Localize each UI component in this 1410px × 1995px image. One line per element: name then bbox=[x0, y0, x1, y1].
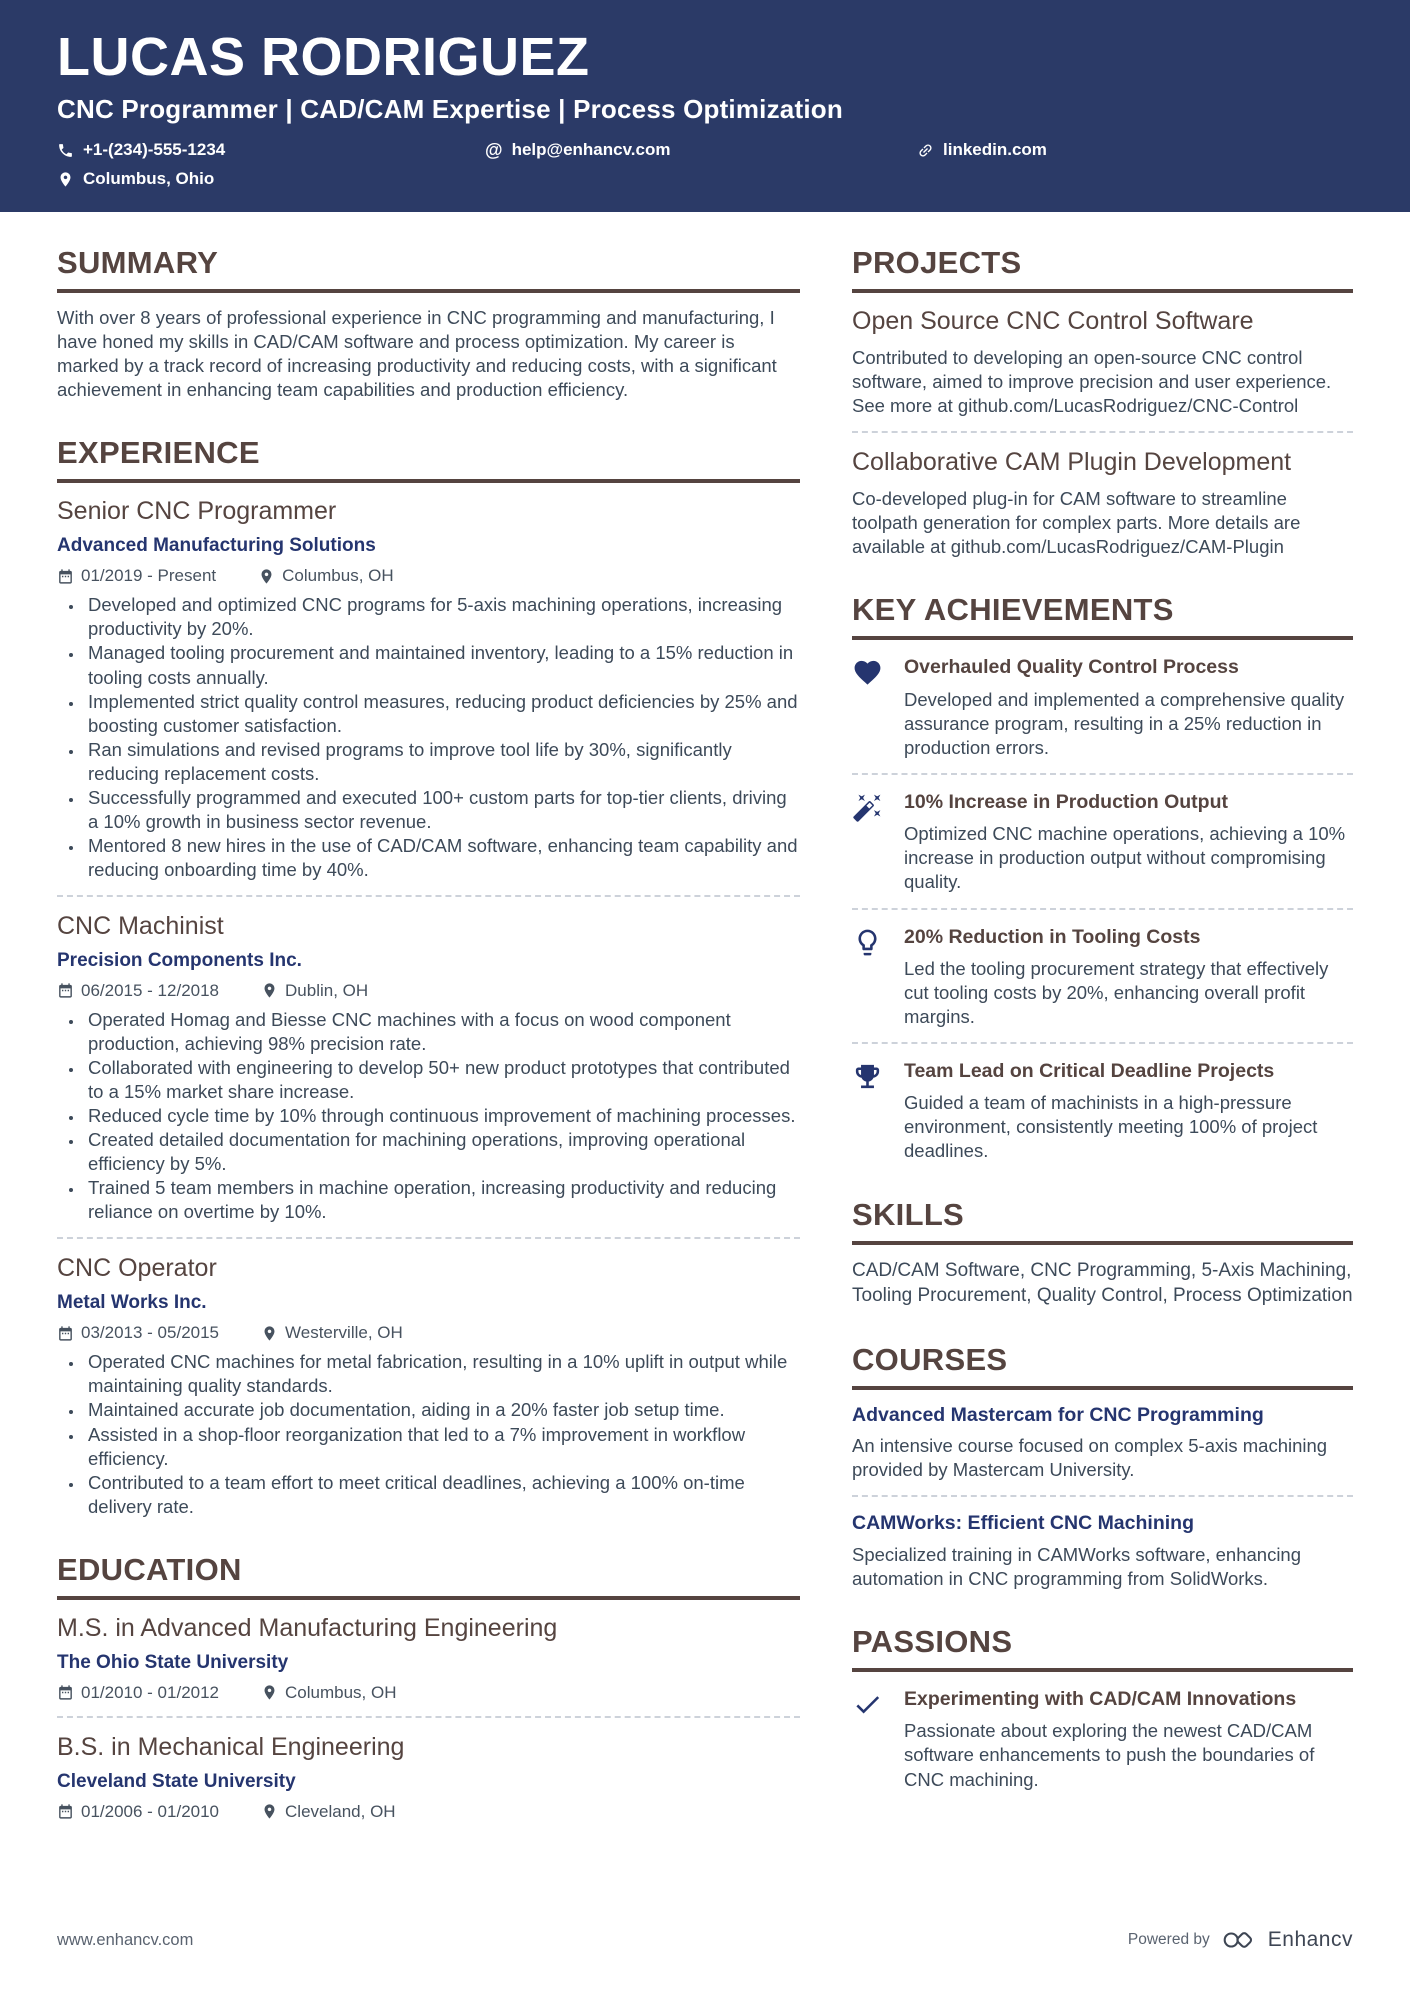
achievement-entry bbox=[852, 1059, 1353, 1164]
course-entry bbox=[852, 1403, 1353, 1482]
section-courses bbox=[852, 1343, 1353, 1591]
job-meta bbox=[57, 1323, 800, 1343]
achievement-title: Team Lead on Critical Deadline Projects bbox=[904, 1060, 1275, 1083]
education-entry bbox=[57, 1613, 800, 1703]
lightbulb-icon bbox=[852, 925, 904, 1030]
achievement-title: 10% Increase in Production Output bbox=[904, 790, 1228, 813]
education-dates bbox=[57, 1683, 219, 1703]
education-location bbox=[261, 1802, 396, 1822]
skills-list: CAD/CAM Software, CNC Programming, 5-Axis Machining, Tooling Procurement, Quality Control, Process Optimization bbox=[852, 1259, 1353, 1307]
location-pin-icon bbox=[261, 1803, 278, 1820]
achievement-entry bbox=[852, 790, 1353, 895]
project-description: Co-developed plug-in for CAM software to streamline toolpath generation for complex parts. More details are available at github.com/LucasRodriguez/CAM-Plugin bbox=[852, 488, 1301, 558]
bullet-item: • Successfully programmed and executed 100+ custom parts for top-tier clients, driving a 10% growth in business sector revenue. bbox=[84, 786, 800, 834]
company-name: Metal Works Inc. bbox=[57, 1292, 207, 1314]
bullet-item: • Operated CNC machines for metal fabrication, resulting in a 10% uplift in output while maintaining quality standards. bbox=[84, 1350, 800, 1398]
bullet-item: • Reduced cycle time by 10% through continuous improvement of machining processes. bbox=[84, 1104, 800, 1128]
bullet-item: • Operated Homag and Biesse CNC machines with a focus on wood component production, achieving 98% precision rate. bbox=[84, 1008, 800, 1056]
education-location bbox=[261, 1683, 396, 1703]
education-dates bbox=[57, 1802, 219, 1822]
bullet-item: • Maintained accurate job documentation, aiding in a 20% faster job setup time. bbox=[84, 1398, 800, 1422]
section-skills bbox=[852, 1198, 1353, 1309]
project-title: Collaborative CAM Plugin Development bbox=[852, 448, 1292, 477]
location-pin-icon bbox=[261, 1684, 278, 1701]
achievement-entry bbox=[852, 925, 1353, 1030]
enhancv-logo-icon bbox=[1222, 1927, 1256, 1953]
job-dates-value: 03/2013 - 05/2015 bbox=[81, 1323, 220, 1343]
job-meta bbox=[57, 566, 800, 586]
location bbox=[57, 169, 485, 189]
calendar-icon bbox=[57, 1325, 74, 1342]
dashed-divider bbox=[852, 431, 1353, 433]
calendar-icon bbox=[57, 982, 74, 999]
job-title: Senior CNC Programmer bbox=[57, 497, 337, 526]
course-entry bbox=[852, 1511, 1353, 1590]
dashed-divider bbox=[852, 773, 1353, 775]
course-title: CAMWorks: Efficient CNC Machining bbox=[852, 1512, 1194, 1535]
bullet-item: • Ran simulations and revised programs to improve tool life by 30%, significantly reducing replacement costs. bbox=[84, 738, 800, 786]
achievement-description: Optimized CNC machine operations, achieving a 10% increase in production output without compromising quality. bbox=[904, 823, 1346, 893]
heart-icon bbox=[852, 655, 904, 760]
job-location bbox=[258, 566, 393, 586]
project-entry bbox=[852, 306, 1353, 418]
left-column bbox=[57, 212, 800, 1822]
passion-entry bbox=[852, 1687, 1353, 1792]
location-pin-icon bbox=[261, 1325, 278, 1342]
job-bullets bbox=[57, 1350, 800, 1518]
company-name: Advanced Manufacturing Solutions bbox=[57, 535, 376, 557]
job-location-value: Dublin, OH bbox=[285, 980, 369, 1000]
phone bbox=[57, 140, 485, 160]
education-dates-value: 01/2010 - 01/2012 bbox=[81, 1682, 220, 1702]
passions-heading: PASSIONS bbox=[852, 1625, 1353, 1672]
location-pin-icon bbox=[261, 982, 278, 999]
education-heading: EDUCATION bbox=[57, 1553, 800, 1600]
check-icon bbox=[852, 1687, 904, 1792]
course-title: Advanced Mastercam for CNC Programming bbox=[852, 1404, 1264, 1426]
job-bullets bbox=[57, 593, 800, 882]
linkedin-link[interactable] bbox=[917, 140, 1353, 160]
bullet-item: • Contributed to a team effort to meet critical deadlines, achieving a 100% on-time delivery rate. bbox=[84, 1471, 800, 1519]
passion-title: Experimenting with CAD/CAM Innovations bbox=[904, 1688, 1297, 1711]
job-bullets bbox=[57, 1008, 800, 1224]
job-location bbox=[261, 981, 368, 1001]
dashed-divider bbox=[852, 1495, 1353, 1497]
school-name: The Ohio State University bbox=[57, 1651, 289, 1673]
experience-entry bbox=[57, 1253, 800, 1518]
location-pin-icon bbox=[57, 171, 74, 188]
at-icon: @ bbox=[485, 140, 503, 160]
dashed-divider bbox=[57, 1237, 800, 1239]
calendar-icon bbox=[57, 1684, 74, 1701]
location-pin-icon bbox=[258, 568, 275, 585]
section-projects bbox=[852, 246, 1353, 559]
job-title: CNC Operator bbox=[57, 1254, 217, 1283]
bullet-item: • Created detailed documentation for machining operations, improving operational efficiency by 5%. bbox=[84, 1128, 800, 1176]
phone-icon bbox=[57, 142, 74, 159]
job-meta bbox=[57, 981, 800, 1001]
dashed-divider bbox=[57, 895, 800, 897]
powered-by bbox=[1128, 1927, 1353, 1953]
bullet-item: • Collaborated with engineering to develop 50+ new product prototypes that contributed to a 15% market share increase. bbox=[84, 1056, 800, 1104]
job-dates-value: 06/2015 - 12/2018 bbox=[81, 980, 220, 1000]
main-content bbox=[0, 212, 1410, 1822]
education-entry bbox=[57, 1732, 800, 1822]
magic-wand-icon bbox=[852, 790, 904, 895]
experience-entry bbox=[57, 911, 800, 1224]
achievements-heading: KEY ACHIEVEMENTS bbox=[852, 593, 1353, 640]
section-experience bbox=[57, 436, 800, 1518]
experience-entry bbox=[57, 496, 800, 882]
job-dates bbox=[57, 1323, 219, 1343]
calendar-icon bbox=[57, 568, 74, 585]
course-description: An intensive course focused on complex 5-axis machining provided by Mastercam University. bbox=[852, 1435, 1328, 1481]
experience-heading: EXPERIENCE bbox=[57, 436, 800, 483]
achievement-description: Guided a team of machinists in a high-pressure environment, consistently meeting 100% of project deadlines. bbox=[904, 1092, 1318, 1162]
right-column bbox=[852, 212, 1353, 1822]
bullet-item: • Mentored 8 new hires in the use of CAD/CAM software, enhancing team capability and reducing onboarding time by 40%. bbox=[84, 834, 800, 882]
job-title: CNC Machinist bbox=[57, 911, 224, 940]
degree-title: B.S. in Mechanical Engineering bbox=[57, 1732, 405, 1761]
email-value: help@enhancv.com bbox=[511, 140, 671, 159]
location-value: Columbus, Ohio bbox=[83, 169, 215, 188]
bullet-item: • Developed and optimized CNC programs for 5-axis machining operations, increasing productivity by 20%. bbox=[84, 593, 800, 641]
headline: CNC Programmer | CAD/CAM Expertise | Process Optimization bbox=[57, 94, 843, 124]
education-location-value: Cleveland, OH bbox=[285, 1801, 396, 1821]
job-location-value: Westerville, OH bbox=[285, 1323, 403, 1343]
footer bbox=[57, 1927, 1353, 1953]
passion-description: Passionate about exploring the newest CAD/CAM software enhancements to push the boundaries of CNC machining. bbox=[904, 1720, 1315, 1790]
trophy-icon bbox=[852, 1059, 904, 1164]
skills-heading: SKILLS bbox=[852, 1198, 1353, 1245]
bullet-item: • Implemented strict quality control measures, reducing product deficiencies by 25% and boosting customer satisfaction. bbox=[84, 690, 800, 738]
achievement-entry bbox=[852, 655, 1353, 760]
dashed-divider bbox=[852, 1042, 1353, 1044]
project-title: Open Source CNC Control Software bbox=[852, 307, 1254, 336]
job-location bbox=[261, 1323, 403, 1343]
degree-title: M.S. in Advanced Manufacturing Engineering bbox=[57, 1613, 558, 1642]
website-link[interactable]: www.enhancv.com bbox=[57, 1930, 194, 1949]
school-name: Cleveland State University bbox=[57, 1770, 296, 1792]
person-name: LUCAS RODRIGUEZ bbox=[57, 27, 590, 87]
achievement-description: Developed and implemented a comprehensive quality assurance program, resulting in a 25% reduction in production errors. bbox=[904, 688, 1345, 758]
header bbox=[0, 0, 1410, 212]
section-key-achievements bbox=[852, 593, 1353, 1163]
course-description: Specialized training in CAMWorks software, enhancing automation in CNC programming from SolidWorks. bbox=[852, 1543, 1302, 1589]
section-education bbox=[57, 1553, 800, 1822]
email-link[interactable] bbox=[485, 140, 917, 160]
achievement-title: Overhauled Quality Control Process bbox=[904, 656, 1239, 679]
powered-by-label: Powered by bbox=[1127, 1931, 1210, 1948]
bullet-item: • Managed tooling procurement and maintained inventory, leading to a 15% reduction in tooling costs annually. bbox=[84, 641, 800, 689]
section-passions bbox=[852, 1625, 1353, 1792]
achievement-description: Led the tooling procurement strategy that effectively cut tooling costs by 20%, enhancing overall profit margins. bbox=[904, 957, 1329, 1027]
education-dates-value: 01/2006 - 01/2010 bbox=[81, 1801, 220, 1821]
phone-value: +1-(234)-555-1234 bbox=[83, 140, 226, 159]
bullet-item: • Assisted in a shop-floor reorganization that led to a 7% improvement in workflow efficiency. bbox=[84, 1423, 800, 1471]
dashed-divider bbox=[57, 1716, 800, 1718]
summary-heading: SUMMARY bbox=[57, 246, 800, 293]
contact-row bbox=[57, 140, 1353, 189]
project-description: Contributed to developing an open-source CNC control software, aimed to improve precision and user experience. See more at github.com/LucasRodriguez/CNC-Control bbox=[852, 347, 1332, 417]
achievement-title: 20% Reduction in Tooling Costs bbox=[904, 925, 1201, 948]
dashed-divider bbox=[852, 908, 1353, 910]
enhancv-brand: Enhancv bbox=[1267, 1928, 1353, 1951]
education-meta bbox=[57, 1802, 800, 1822]
company-name: Precision Components Inc. bbox=[57, 949, 302, 971]
job-location-value: Columbus, OH bbox=[282, 566, 394, 586]
education-meta bbox=[57, 1683, 800, 1703]
education-location-value: Columbus, OH bbox=[285, 1682, 397, 1702]
linkedin-value: linkedin.com bbox=[943, 140, 1047, 159]
courses-heading: COURSES bbox=[852, 1343, 1353, 1390]
summary-text: With over 8 years of professional experience in CNC programming and manufacturing, I have honed my skills in CAD/CAM software and process optimization. My career is marked by a track record of increasing productivity and reducing costs, with a significant achievement in enhancing team capabilities and production efficiency. bbox=[57, 307, 777, 401]
job-dates-value: 01/2019 - Present bbox=[81, 566, 217, 586]
section-summary bbox=[57, 246, 800, 402]
link-icon bbox=[913, 138, 937, 162]
project-entry bbox=[852, 447, 1353, 559]
calendar-icon bbox=[57, 1803, 74, 1820]
job-dates bbox=[57, 566, 216, 586]
bullet-item: • Trained 5 team members in machine operation, increasing productivity and reducing reliance on overtime by 10%. bbox=[84, 1176, 800, 1224]
job-dates bbox=[57, 981, 219, 1001]
projects-heading: PROJECTS bbox=[852, 246, 1353, 293]
